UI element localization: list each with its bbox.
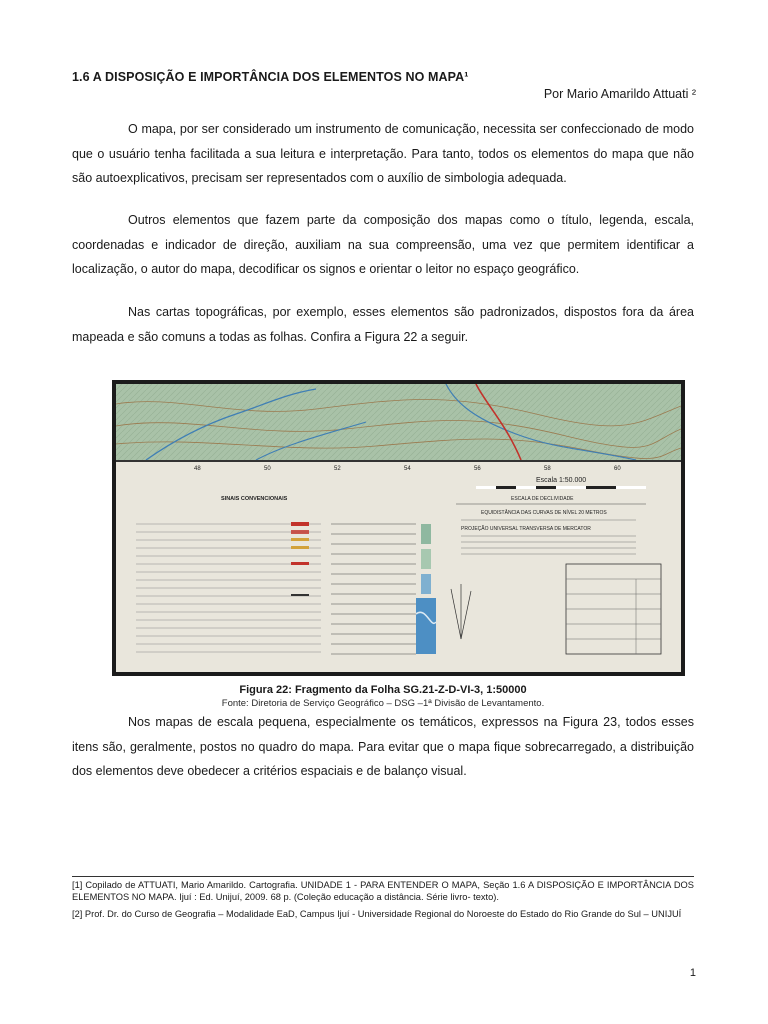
author-line: Por Mario Amarildo Attuati ² bbox=[543, 87, 696, 101]
slope-scale-label: ESCALA DE DECLIVIDADE bbox=[511, 496, 574, 502]
paragraph-2: Outros elementos que fazem parte da composição dos mapas como o título, legenda, escala, coordenadas e indicador de direção, auxiliam na sua compreensão, uma vez que permitem identificar a localização, o autor do mapa, decodificar os signos e orientar o leitor no espaço geográfico. bbox=[72, 213, 694, 276]
legend-swatch bbox=[421, 574, 431, 594]
page-number: 1 bbox=[689, 967, 696, 979]
footnote-2: [2] Prof. Dr. do Curso de Geografia – Modalidade EaD, Campus Ijuí - Universidade Regional do Noroeste do Estado do Rio Grande do Sul – UNIJUÍ bbox=[72, 909, 682, 919]
map-scale-label: Escala 1:50.000 bbox=[536, 477, 587, 484]
paragraph-1: O mapa, por ser considerado um instrumento de comunicação, necessita ser confeccionado de modo que o usuário tenha facilitada a sua leitura e interpretação. Para tanto, todos os elementos do mapa que não são autoexplicativos, precisam ser representados com o auxílio de simbologia adequada. bbox=[72, 122, 694, 185]
legend-symbols bbox=[291, 522, 309, 596]
grid-tick: 54 bbox=[404, 466, 411, 472]
grid-tick: 60 bbox=[614, 466, 621, 472]
contour-interval-label: EQUIDISTÂNCIA DAS CURVAS DE NÍVEL 20 METROS bbox=[481, 510, 607, 516]
magnetic-declination-diagram bbox=[451, 584, 471, 639]
footnote-separator bbox=[72, 876, 694, 877]
topographic-map-figure bbox=[112, 380, 685, 676]
paragraph-4: Nos mapas de escala pequena, especialmente os temáticos, expressos na Figura 23, todos esses itens são, geralmente, postos no quadro do mapa. Para evitar que o mapa fique sobrecarregado, a distribuição dos elementos deve obedecer a critérios espaciais e de balanço visual. bbox=[72, 715, 694, 778]
grid-tick: 58 bbox=[544, 466, 551, 472]
legend-swatch bbox=[421, 524, 431, 544]
grid-tick: 52 bbox=[334, 466, 341, 472]
legend-rows bbox=[136, 524, 321, 652]
grid-tick: 50 bbox=[264, 466, 271, 472]
map-fragment-image bbox=[116, 384, 681, 672]
footnote-1: [1] Copilado de ATTUATI, Mario Amarildo. Cartografia. UNIDADE 1 - PARA ENTENDER O MAPA, Seção 1.6 A DISPOSIÇÃO E IMPORTÂNCIA DOS ELEMENTOS NO MAPA. Ijuí : Ed. Unijuí, 2009. 68 p. (Coleção educação a distância. Série livro- texto). bbox=[72, 880, 694, 902]
water-swatch bbox=[416, 598, 436, 654]
grid-tick: 48 bbox=[194, 466, 201, 472]
legend-title: SINAIS CONVENCIONAIS bbox=[221, 496, 288, 502]
grid-tick: 56 bbox=[474, 466, 481, 472]
section-title: 1.6 A DISPOSIÇÃO E IMPORTÂNCIA DOS ELEMENTOS NO MAPA¹ bbox=[72, 70, 469, 84]
figure-caption: Figura 22: Fragmento da Folha SG.21-Z-D-VI-3, 1:50000 bbox=[239, 684, 527, 696]
grid-tick-labels bbox=[194, 466, 621, 472]
projection-label: PROJEÇÃO UNIVERSAL TRANSVERSA DE MERCATOR bbox=[461, 526, 591, 532]
legend-swatch bbox=[421, 549, 431, 569]
figure-source: Fonte: Diretoria de Serviço Geográfico – DSG –1ª Divisão de Levantamento. bbox=[221, 698, 545, 709]
paragraph-3: Nas cartas topográficas, por exemplo, esses elementos são padronizados, dispostos fora da área mapeada e são comuns a todas as folhas. Confira a Figura 22 a seguir. bbox=[72, 305, 694, 344]
